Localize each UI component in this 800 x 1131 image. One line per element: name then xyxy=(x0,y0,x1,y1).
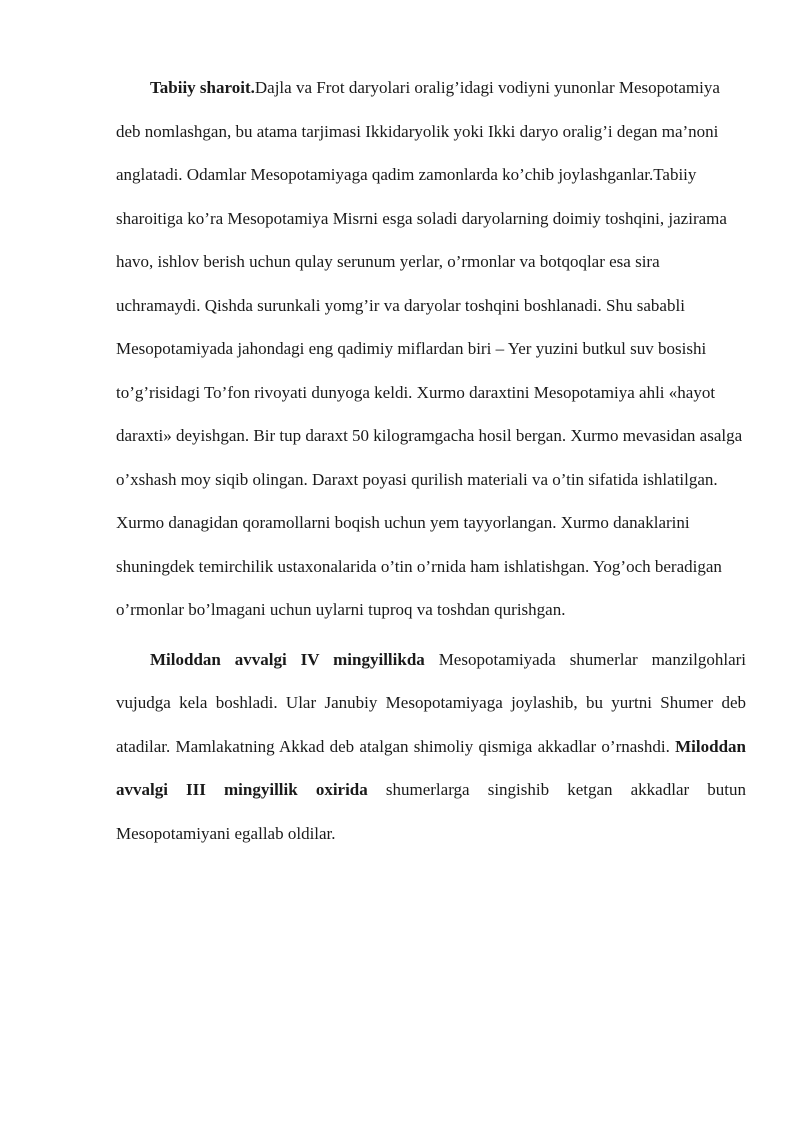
document-page xyxy=(116,66,746,855)
paragraph-body: Mesopotamiyada shumerlar manzilgohlari vujudga kela boshladi. Ular Janubiy Mesopotamiyaga joylashib, bu yurtni Shumer deb atadilar. Mamlakatning Akkad deb atalgan shimoliy qismiga akkadlar o’rnashdi. xyxy=(116,649,746,756)
paragraph-body-end: shumerlarga singishib ketgan akkadlar butun Mesopotamiyani egallab oldilar. xyxy=(116,780,746,843)
bold-phrase-iv-millennium: Miloddan avvalgi IV mingyillikda xyxy=(150,649,425,669)
bold-phrase-iii-millennium: Miloddan avvalgi III mingyillik oxirida xyxy=(116,736,746,799)
paragraph-heading: Tabiiy sharoit. xyxy=(150,78,255,97)
paragraph-body: Dajla va Frot daryolari oralig’idagi vodiyni yunonlar Mesopotamiya deb nomlashgan, bu atama tarjimasi Ikkidaryolik yoki Ikki daryo oralig’i degan ma’noni anglatadi. Odamlar Mesopotamiyaga qadim zamonlarda ko’chib joylashganlar.Tabiiy sharoitiga ko’ra Mesopotamiya Misrni esga soladi daryolarning doimiy toshqini, jazirama havo, ishlov berish uchun qulay serunum yerlar, o’rmonlar va botqoqlar esa sira uchramaydi. Qishda surunkali yomg’ir va daryolar toshqini boshlanadi. Shu sababli Mesopotamiyada jahondagi eng qadimiy miflardan biri – Yer yuzini butkul suv bosishi to’g’risidagi To’fon rivoyati dunyoga keldi. Xurmo daraxtini Mesopotamiya ahli «hayot daraxti» deyishgan. Bir tup daraxt 50 kilogramgacha hosil bergan. Xurmo mevasidan asalga o’xshash moy siqib olingan. Daraxt poyasi qurilish materiali va o’tin sifatida ishlatilgan. Xurmo danagidan qoramollarni boqish uchun yem tayyorlangan. Xurmo danaklarini shuningdek temirchilik ustaxonalarida o’tin o’rnida ham ishlatishgan. Yog’och beradigan o’rmonlar bo’lmagani uchun uylarni tuproq va toshdan qurishgan. xyxy=(116,78,743,619)
paragraph-natural-conditions xyxy=(116,66,746,632)
paragraph-sumerians xyxy=(116,638,746,856)
